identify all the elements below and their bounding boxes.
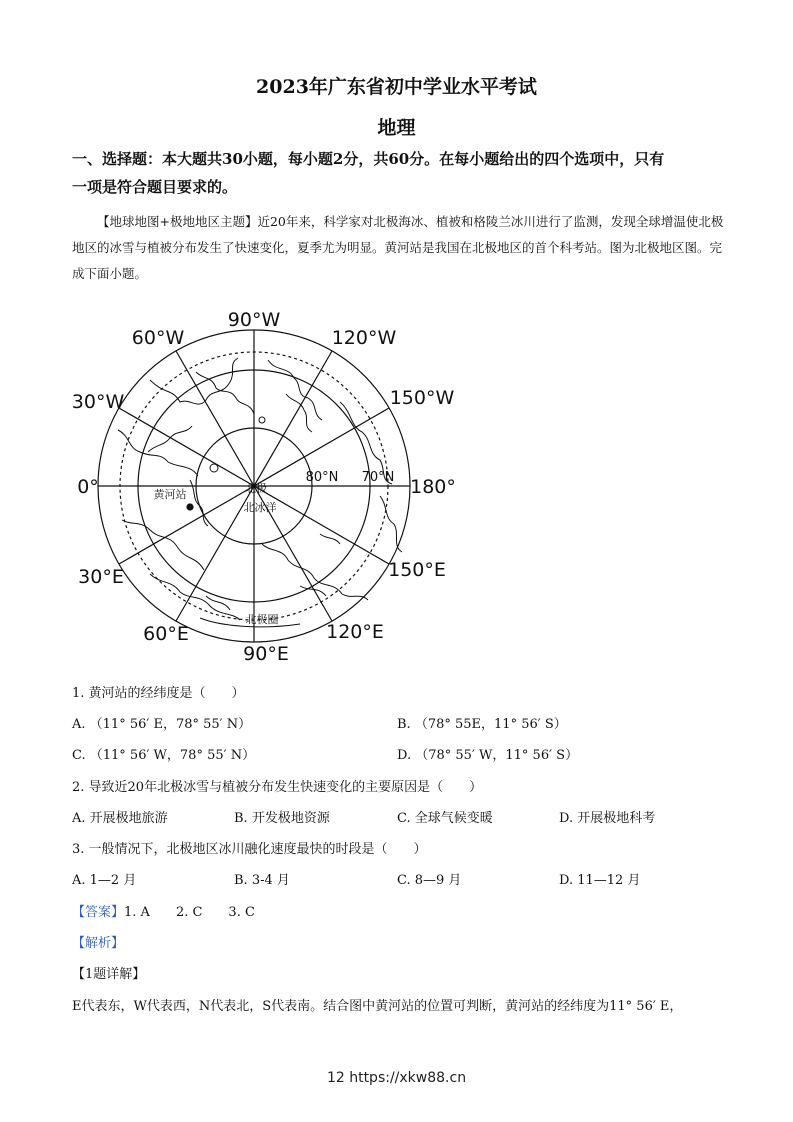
question-2-option-d: D. 开展极地科考: [559, 811, 656, 826]
label-arctic-ocean: 北冰洋: [243, 501, 277, 514]
label-90w: 90°W: [227, 309, 281, 331]
arctic-map: [66, 304, 466, 666]
question-2-option-c: C. 全球气候变暖: [397, 811, 493, 826]
answer-text: 1. A 2. C 3. C: [124, 905, 255, 920]
question-3-option-b: B. 3-4 月: [234, 873, 290, 888]
label-60e: 60°E: [143, 623, 189, 645]
label-30w: 30°W: [71, 391, 125, 413]
label-90e: 90°E: [243, 643, 289, 665]
label-70n: 70°N: [361, 470, 395, 485]
detail-title: 【1题详解】: [72, 967, 146, 982]
label-60w: 60°W: [131, 327, 185, 349]
label-180: 180°: [410, 476, 456, 498]
analysis-label: 【解析】: [72, 936, 125, 951]
question-3-stem: 3. 一般情况下，北极地区冰川融化速度最快的时段是（ ）: [72, 842, 427, 857]
question-1-option-d: D. （78° 55′ W，11° 56′ S）: [397, 748, 579, 763]
label-0: 0°: [77, 476, 99, 498]
question-2-stem: 2. 导致近20年北极冰雪与植被分布发生快速变化的主要原因是（ ）: [72, 780, 483, 795]
section-line-1: 一、选择题：本大题共30小题，每小题2分，共60分。在每小题给出的四个选项中，只有: [72, 150, 665, 168]
section-line-2: 一项是符合题目要求的。: [72, 178, 238, 196]
subject-title: 地理: [377, 117, 416, 139]
question-3-option-c: C. 8—9 月: [397, 873, 462, 888]
answer-line: [72, 901, 255, 920]
label-120e: 120°E: [326, 621, 384, 643]
question-1-option-c: C. （11° 56′ W，78° 55′ N）: [72, 748, 256, 763]
label-150w: 150°W: [389, 387, 455, 409]
label-north-pole: 北极: [245, 482, 267, 495]
huanghe-station-marker: [186, 503, 193, 510]
label-30e: 30°E: [78, 566, 124, 588]
question-2-option-b: B. 开发极地资源: [234, 811, 330, 826]
label-80n: 80°N: [305, 470, 339, 485]
label-huanghe-station: 黄河站: [153, 488, 187, 501]
intro-paragraph: 【地球地图+极地地区主题】近20年来，科学家对北极海冰、植被和格陵兰冰川进行了监测，发现全球增温使北极地区的冰雪与植被分布发生了快速变化，夏季尤为明显。黄河站是我国在北极地区的首个科考站。图为北极地区图。完成下面小题。: [72, 214, 724, 281]
detail-text: E代表东，W代表西，N代表北，S代表南。结合图中黄河站的位置可判断，黄河站的经纬度为11° 56′ E，: [72, 999, 683, 1014]
exam-title: 2023年广东省初中学业水平考试: [256, 76, 537, 98]
answer-label: 【答案】: [72, 905, 125, 920]
page-footer: 12 https://xkw88.cn: [326, 1070, 467, 1086]
label-150e: 150°E: [388, 559, 446, 581]
label-120w: 120°W: [331, 327, 397, 349]
question-3-option-a: A. 1—2 月: [72, 873, 137, 888]
question-3-option-d: D. 11—12 月: [559, 873, 641, 888]
label-arctic-circle: 北极圈: [245, 613, 279, 626]
question-1-stem: 1. 黄河站的经纬度是（ ）: [72, 686, 245, 701]
question-1-option-a: A. （11° 56′ E，78° 55′ N）: [72, 717, 252, 732]
section-heading: [72, 145, 732, 201]
question-1-option-b: B. （78° 55E，11° 56′ S）: [397, 717, 567, 732]
question-2-option-a: A. 开展极地旅游: [72, 811, 168, 826]
